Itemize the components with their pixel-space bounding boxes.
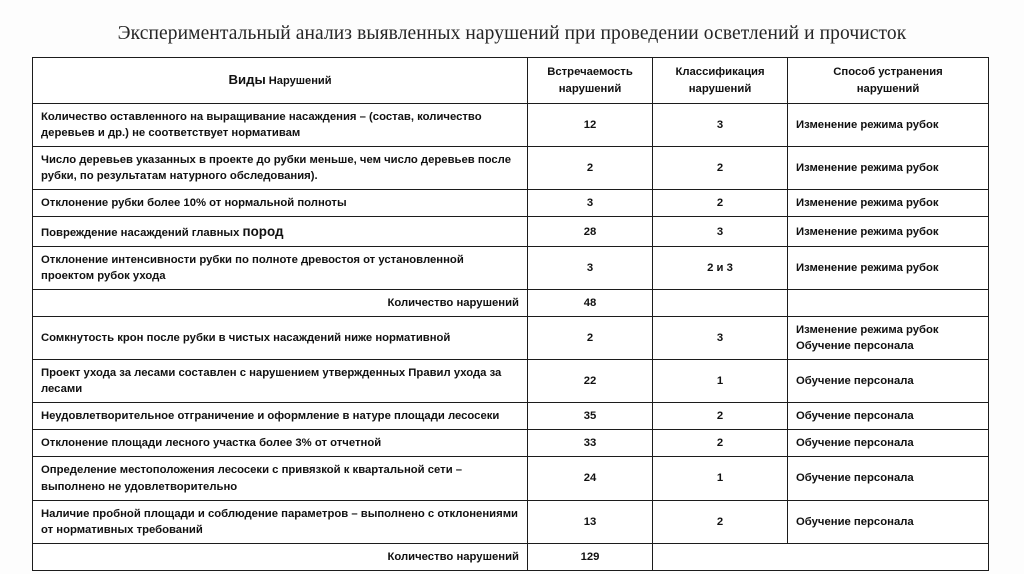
cell-description: Отклонение интенсивности рубки по полноте древостоя от установленной проектом рубок ухода	[33, 247, 528, 290]
remedy-line: Изменение режима рубок	[796, 119, 939, 132]
cell-frequency: 22	[528, 360, 653, 403]
cell-description-emphasis: пород	[242, 224, 284, 240]
cell-description: Количество оставленного на выращивание насаждения – (состав, количество деревьев и др.) не соответствует нормативам	[33, 104, 528, 147]
remedy-line: Обучение персонала	[796, 472, 914, 485]
cell-remedy	[788, 247, 989, 290]
cell-frequency: 2	[528, 317, 653, 360]
column-header-classification	[653, 58, 788, 104]
table-row	[33, 457, 989, 500]
table-row	[33, 317, 989, 360]
cell-remedy	[788, 500, 989, 543]
cell-description: Определение местоположения лесосеки с привязкой к квартальной сети – выполнено не удовлетворительно	[33, 457, 528, 500]
column-header-violation-types-sub-text: Нарушений	[268, 75, 332, 88]
column-header-remedy-line1: Способ устранения	[833, 66, 943, 79]
column-header-classification-line2: нарушений	[688, 82, 752, 95]
cell-remedy	[788, 360, 989, 403]
cell-description: Число деревьев указанных в проекте до рубки меньше, чем число деревьев после рубки, по результатам натурного обследования).	[33, 147, 528, 190]
cell-frequency: 35	[528, 403, 653, 430]
cell-frequency: 13	[528, 500, 653, 543]
remedy-line: Обучение персонала	[796, 340, 914, 353]
cell-frequency: 33	[528, 430, 653, 457]
cell-classification: 3	[653, 317, 788, 360]
cell-classification: 2	[653, 403, 788, 430]
cell-classification: 1	[653, 457, 788, 500]
remedy-line: Изменение режима рубок	[796, 197, 939, 210]
remedy-line: Изменение режима рубок	[796, 162, 939, 175]
table-row	[33, 403, 989, 430]
cell-description: Проект ухода за лесами составлен с нарушением утвержденных Правил ухода за лесами	[33, 360, 528, 403]
cell-frequency: 3	[528, 190, 653, 217]
subtotal-remedy-blank	[788, 290, 989, 317]
cell-remedy	[788, 403, 989, 430]
table-row	[33, 247, 989, 290]
cell-frequency: 12	[528, 104, 653, 147]
table-row	[33, 104, 989, 147]
table-subtotal-row	[33, 543, 989, 570]
cell-description: Отклонение рубки более 10% от нормальной полноты	[33, 190, 528, 217]
remedy-line: Изменение режима рубок	[796, 225, 939, 238]
cell-remedy	[788, 457, 989, 500]
subtotal-frequency: 48	[528, 290, 653, 317]
column-header-frequency-line1: Встречаемость	[547, 66, 633, 79]
cell-remedy	[788, 217, 989, 247]
table-row	[33, 500, 989, 543]
subtotal-frequency: 129	[528, 543, 653, 570]
cell-classification: 2 и 3	[653, 247, 788, 290]
column-header-remedy-line2: нарушений	[856, 82, 920, 95]
column-header-classification-line1: Классификация	[675, 66, 765, 79]
column-header-frequency-line2: нарушений	[558, 82, 622, 95]
subtotal-label: Количество нарушений	[33, 543, 528, 570]
cell-classification: 2	[653, 190, 788, 217]
cell-frequency: 24	[528, 457, 653, 500]
cell-description	[33, 217, 528, 247]
cell-frequency: 28	[528, 217, 653, 247]
cell-remedy	[788, 317, 989, 360]
cell-frequency: 2	[528, 147, 653, 190]
cell-classification: 3	[653, 104, 788, 147]
table-row	[33, 190, 989, 217]
remedy-line: Обучение персонала	[796, 410, 914, 423]
cell-remedy	[788, 190, 989, 217]
cell-frequency: 3	[528, 247, 653, 290]
cell-description-text: Повреждение насаждений главных	[41, 227, 243, 240]
remedy-line: Обучение персонала	[796, 375, 914, 388]
cell-classification: 1	[653, 360, 788, 403]
table-body	[33, 104, 989, 571]
page-title: Экспериментальный анализ выявленных нарушений при проведении осветлений и прочисток	[117, 23, 907, 44]
remedy-line: Изменение режима рубок	[796, 324, 939, 337]
table-row	[33, 217, 989, 247]
remedy-line: Изменение режима рубок	[796, 262, 939, 275]
subtotal-label: Количество нарушений	[33, 290, 528, 317]
cell-classification: 2	[653, 500, 788, 543]
cell-classification: 2	[653, 147, 788, 190]
violations-table	[32, 57, 989, 571]
cell-remedy	[788, 430, 989, 457]
cell-remedy	[788, 147, 989, 190]
column-header-remedy	[788, 58, 989, 104]
violations-table-container	[32, 57, 988, 571]
cell-classification: 3	[653, 217, 788, 247]
column-header-violation-types	[33, 58, 528, 104]
subtotal-classification-blank	[653, 290, 788, 317]
subtotal-trailing-blank	[653, 543, 989, 570]
remedy-line: Обучение персонала	[796, 515, 914, 528]
table-header-row	[33, 58, 989, 104]
cell-description: Отклонение площади лесного участка более 3% от отчетной	[33, 430, 528, 457]
cell-description: Наличие пробной площади и соблюдение параметров – выполнено с отклонениями от нормативных требований	[33, 500, 528, 543]
remedy-line: Обучение персонала	[796, 437, 914, 450]
cell-description: Неудовлетворительное отграничение и оформление в натуре площади лесосеки	[33, 403, 528, 430]
table-row	[33, 147, 989, 190]
table-row	[33, 430, 989, 457]
column-header-violation-types-main: Виды	[228, 72, 266, 88]
cell-remedy	[788, 104, 989, 147]
column-header-frequency	[528, 58, 653, 104]
table-header	[33, 58, 989, 104]
table-row	[33, 360, 989, 403]
cell-classification: 2	[653, 430, 788, 457]
cell-description: Сомкнутость крон после рубки в чистых насаждений ниже нормативной	[33, 317, 528, 360]
table-subtotal-row	[33, 290, 989, 317]
